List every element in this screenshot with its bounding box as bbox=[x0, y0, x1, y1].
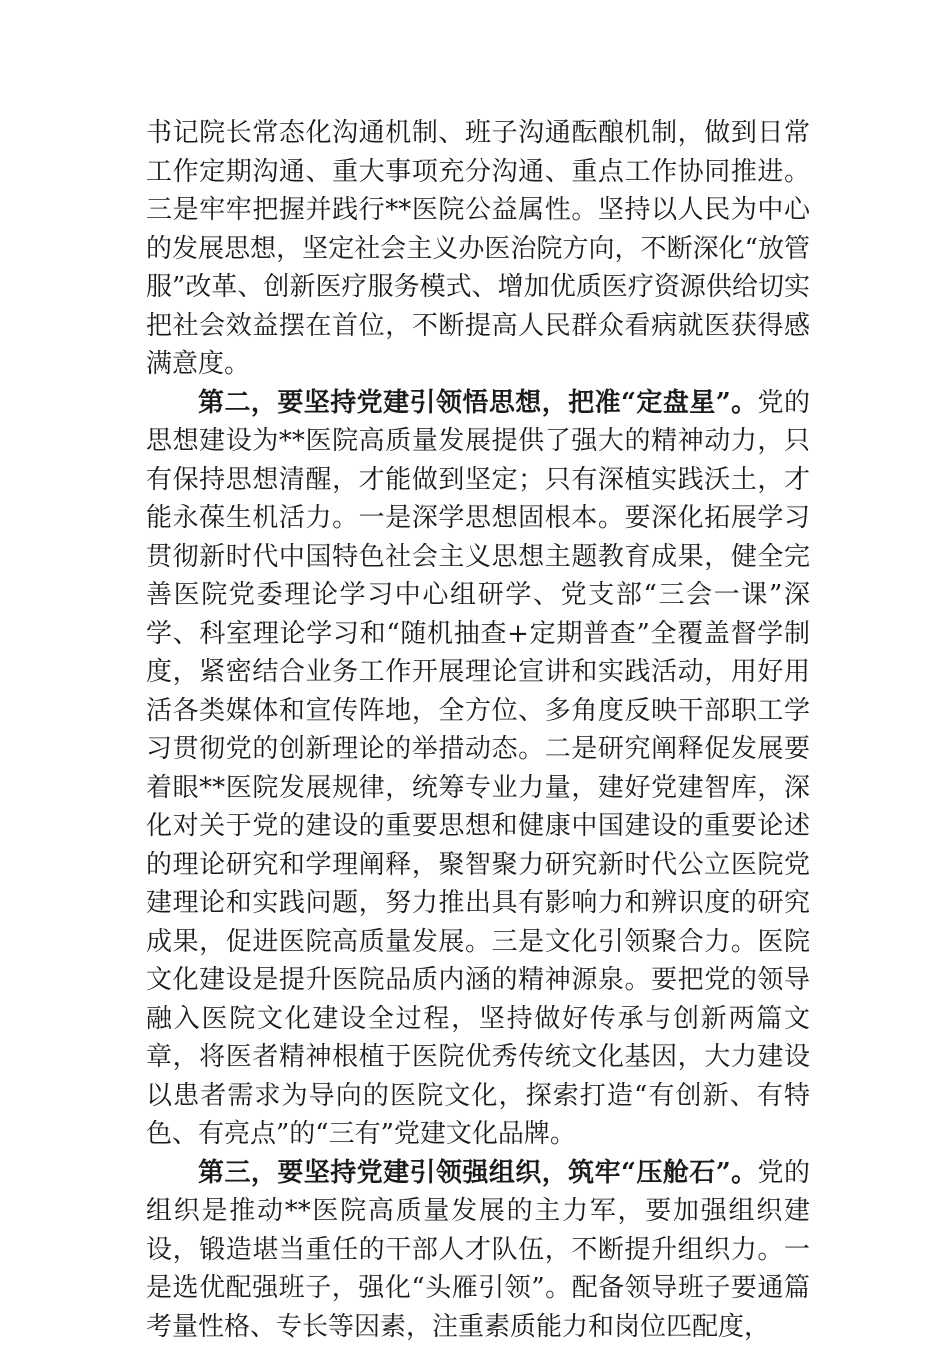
paragraph-3-text: 党的组织是推动**医院高质量发展的主力军，要加强组织建设，锻造堪当重任的干部人才队伍，不断提升组织力。一是选优配强班子，强化“头雁引领”。配备领导班子要通篇考量性格、专长等因素，注重素质能力和岗位匹配度， bbox=[146, 1158, 810, 1342]
paragraph-1-text: 书记院长常态化沟通机制、班子沟通酝酿机制，做到日常工作定期沟通、重大事项充分沟通、重点工作协同推进。三是牢牢把握并践行**医院公益属性。坚持以人民为中心的发展思想，坚定社会主义办医治院方向，不断深化“放管服”改革、创新医疗服务模式、增加优质医疗资源供给切实把社会效益摆在首位，不断提高人民群众看病就医获得感满意度。 bbox=[146, 118, 810, 379]
paragraph-3-heading: 第三，要坚持党建引领强组织，筑牢“压舱石”。 bbox=[198, 1158, 758, 1188]
paragraph-2 bbox=[146, 384, 810, 1154]
paragraph-3 bbox=[146, 1154, 810, 1346]
document-body bbox=[146, 114, 810, 1346]
paragraph-2-heading: 第二，要坚持党建引领悟思想，把准“定盘星”。 bbox=[198, 388, 758, 418]
paragraph-1 bbox=[146, 114, 810, 384]
paragraph-2-text: 党的思想建设为**医院高质量发展提供了强大的精神动力，只有保持思想清醒，才能做到坚定；只有深植实践沃土，才能永葆生机活力。一是深学思想固根本。要深化拓展学习贯彻新时代中国特色社会主义思想主题教育成果，健全完善医院党委理论学习中心组研学、党支部“三会一课”深学、科室理论学习和“随机抽查+定期普查”全覆盖督学制度，紧密结合业务工作开展理论宣讲和实践活动，用好用活各类媒体和宣传阵地，全方位、多角度反映干部职工学习贯彻党的创新理论的举措动态。二是研究阐释促发展要着眼**医院发展规律，统筹专业力量，建好党建智库，深化对关于党的建设的重要思想和健康中国建设的重要论述的理论研究和学理阐释，聚智聚力研究新时代公立医院党建理论和实践问题，努力推出具有影响力和辨识度的研究成果，促进医院高质量发展。三是文化引领聚合力。医院文化建设是提升医院品质内涵的精神源泉。要把党的领导融入医院文化建设全过程，坚持做好传承与创新两篇文章，将医者精神根植于医院优秀传统文化基因，大力建设以患者需求为导向的医院文化，探索打造“有创新、有特色、有亮点”的“三有”党建文化品牌。 bbox=[146, 388, 810, 1150]
